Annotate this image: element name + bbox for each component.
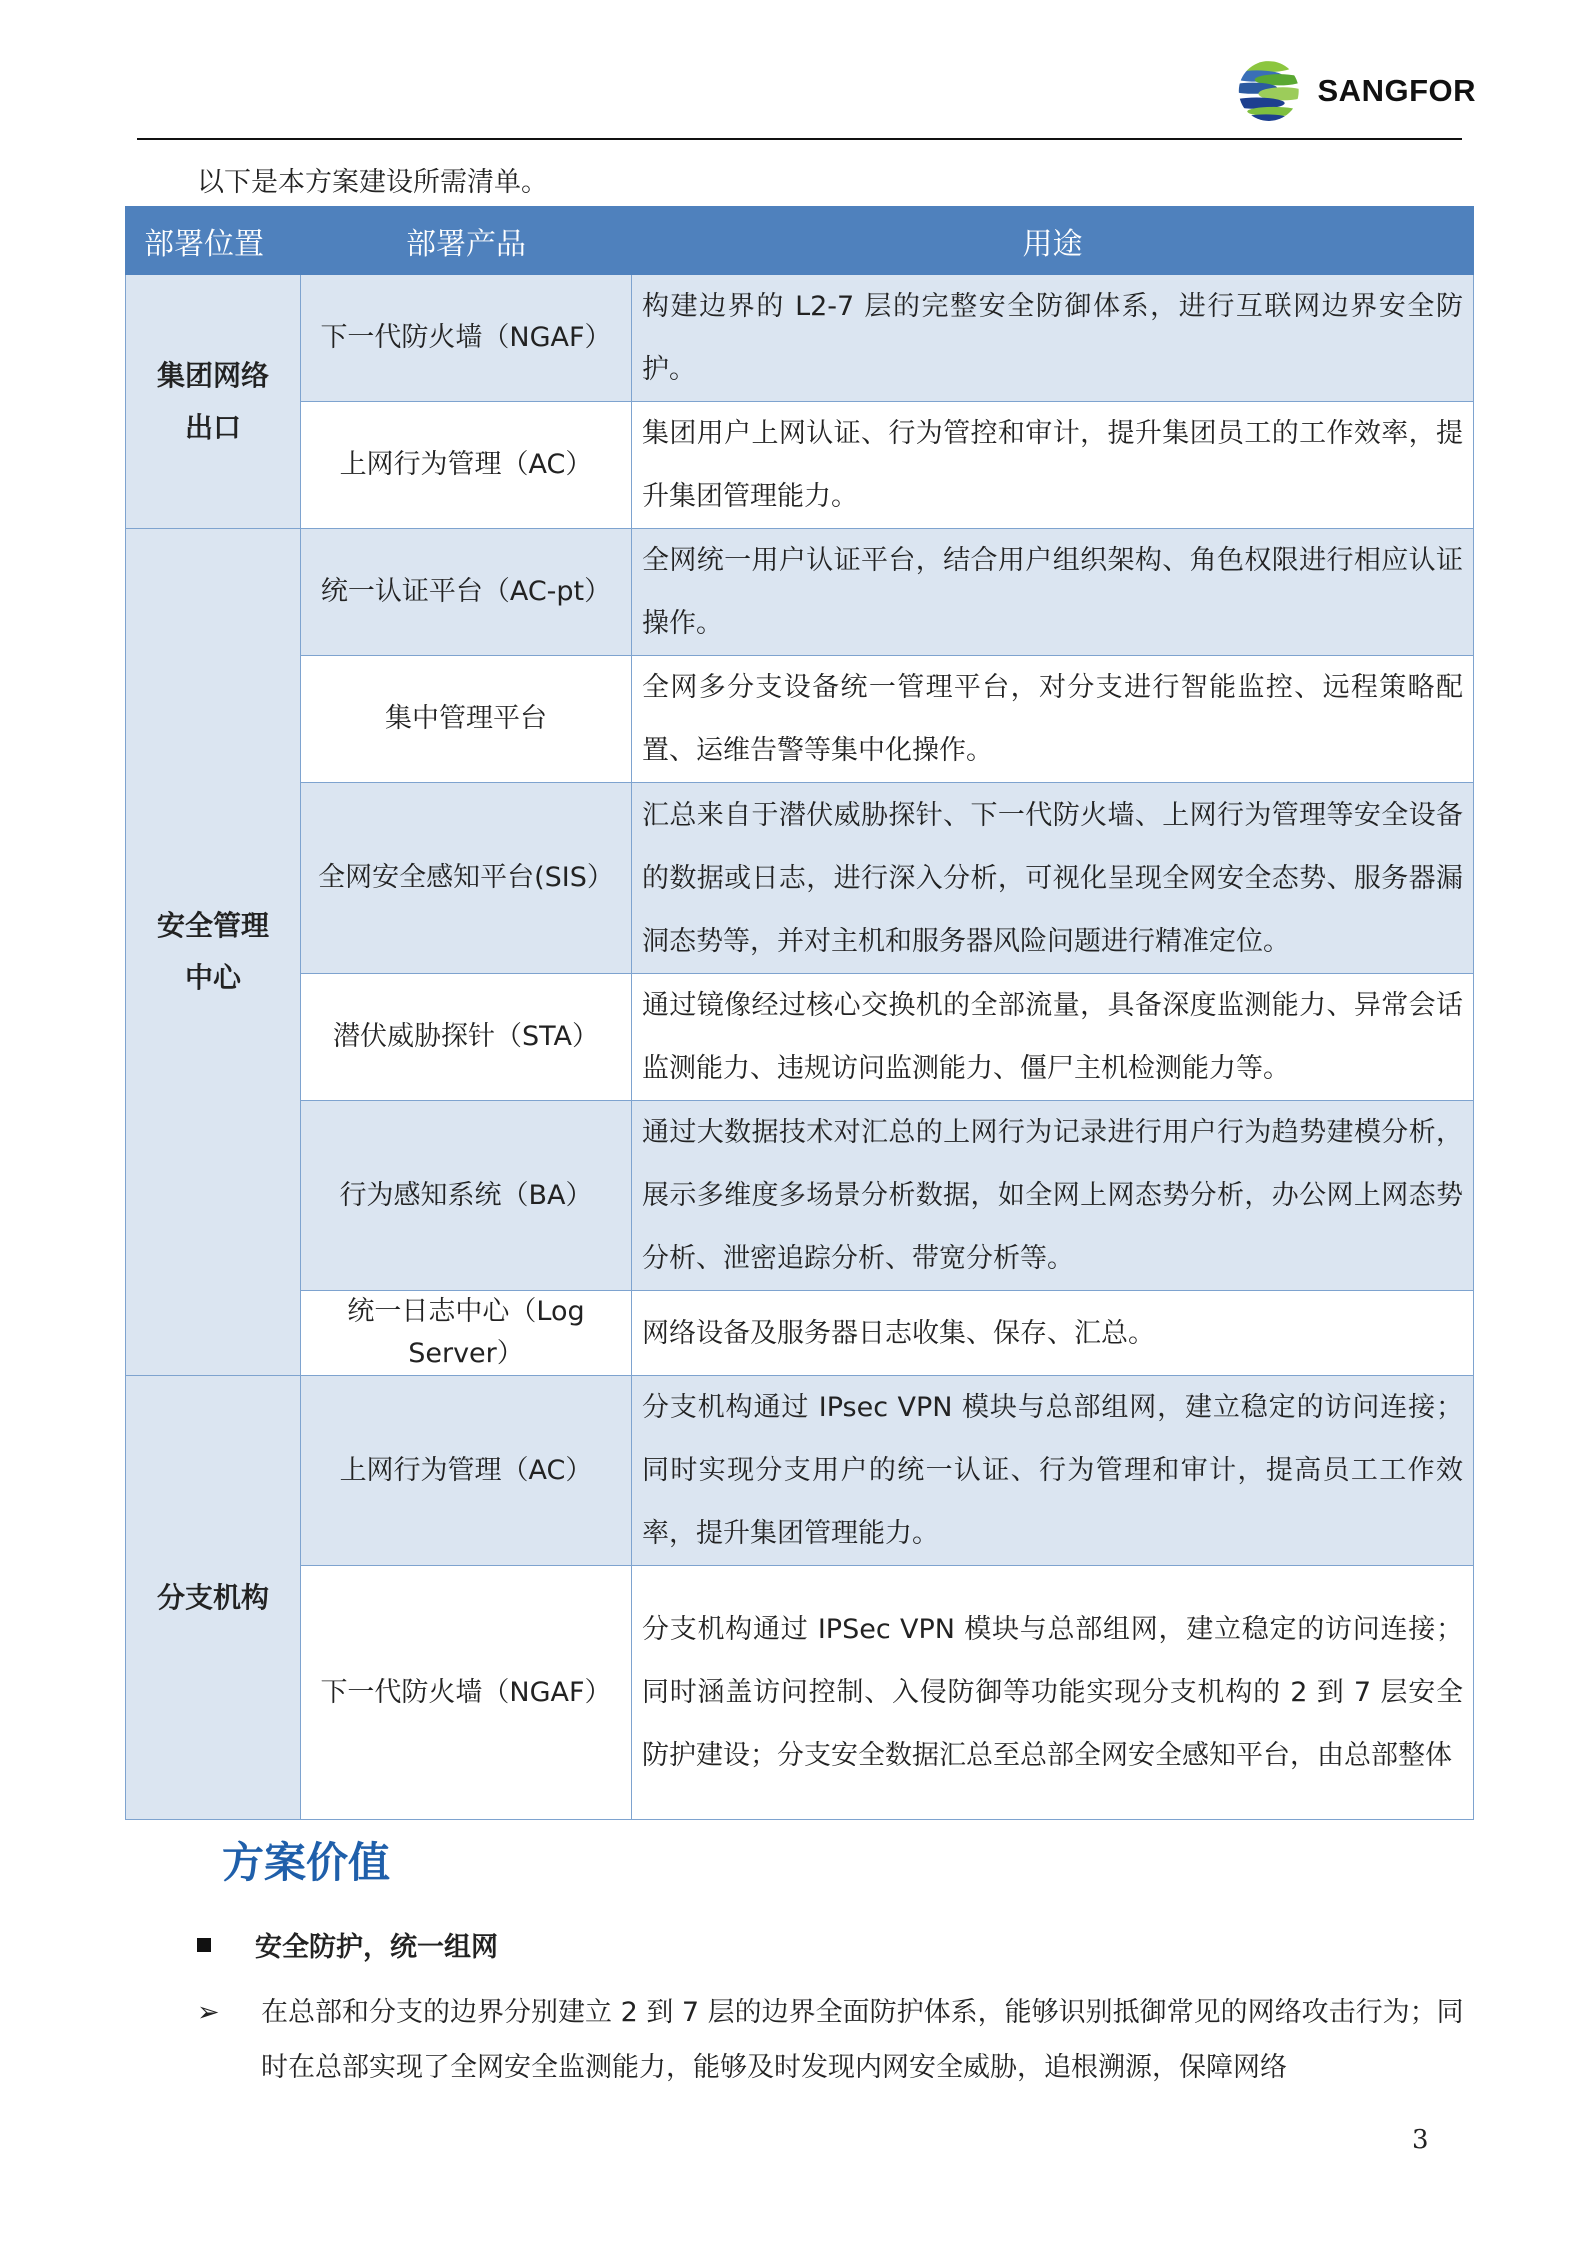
table-row <box>126 1291 1474 1376</box>
table-row <box>126 402 1474 529</box>
sangfor-logo <box>1236 56 1476 126</box>
table-row <box>126 1566 1474 1820</box>
table-header-row <box>126 207 1474 275</box>
table-row <box>126 656 1474 783</box>
paragraph-text: 在总部和分支的边界分别建立 2 到 7 层的边界全面防护体系，能够识别抵御常见的网络攻击行为；同时在总部实现了全网安全监测能力，能够及时发现内网安全威胁，追根溯源，保障网络 <box>261 1997 1464 2083</box>
product-cell: 上网行为管理（AC） <box>301 1376 632 1566</box>
use-cell: 汇总来自于潜伏威胁探针、下一代防火墙、上网行为管理等安全设备的数据或日志，进行深入分析，可视化呈现全网安全态势、服务器漏洞态势等，并对主机和服务器风险问题进行精准定位。 <box>632 783 1474 974</box>
product-cell: 潜伏威胁探针（STA） <box>301 974 632 1101</box>
globe-logo-icon <box>1236 57 1302 125</box>
product-cell: 上网行为管理（AC） <box>301 402 632 529</box>
arrow-bullet-icon: ➢ <box>197 1997 220 2028</box>
bullet-text: 安全防护，统一组网 <box>255 1932 498 1963</box>
product-cell: 统一认证平台（AC-pt） <box>301 529 632 656</box>
value-paragraph <box>197 1985 1467 2095</box>
table-row <box>126 1101 1474 1291</box>
header-location: 部署位置 <box>126 207 301 275</box>
product-cell: 全网安全感知平台(SIS） <box>301 783 632 974</box>
product-cell: 集中管理平台 <box>301 656 632 783</box>
header-product: 部署产品 <box>301 207 632 275</box>
page-number: 3 <box>1412 2125 1429 2155</box>
table-row <box>126 275 1474 402</box>
use-cell: 网络设备及服务器日志收集、保存、汇总。 <box>632 1291 1474 1376</box>
table-row <box>126 783 1474 974</box>
use-cell: 分支机构通过 IPSec VPN 模块与总部组网，建立稳定的访问连接；同时涵盖访问控制、入侵防御等功能实现分支机构的 2 到 7 层安全防护建设；分支安全数据汇总至总部全网安全感知平台，由总部整体 <box>632 1566 1474 1820</box>
location-cell: 安全管理中心 <box>126 529 301 1376</box>
use-cell: 通过大数据技术对汇总的上网行为记录进行用户行为趋势建模分析，展示多维度多场景分析数据，如全网上网态势分析，办公网上网态势分析、泄密追踪分析、带宽分析等。 <box>632 1101 1474 1291</box>
table-row <box>126 529 1474 656</box>
intro-text: 以下是本方案建设所需清单。 <box>197 167 548 198</box>
bullet-heading <box>197 1925 498 1964</box>
use-cell: 全网统一用户认证平台，结合用户组织架构、角色权限进行相应认证 操作。 <box>632 529 1474 656</box>
product-cell: 下一代防火墙（NGAF） <box>301 275 632 402</box>
section-title: 方案价值 <box>222 1838 391 1887</box>
use-cell: 通过镜像经过核心交换机的全部流量，具备深度监测能力、异常会话监测能力、违规访问监测能力、僵尸主机检测能力等。 <box>632 974 1474 1101</box>
table-row <box>126 1376 1474 1566</box>
use-cell: 分支机构通过 IPsec VPN 模块与总部组网，建立稳定的访问连接；同时实现分支用户的统一认证、行为管理和审计，提高员工工作效率，提升集团管理能力。 <box>632 1376 1474 1566</box>
deployment-table <box>125 206 1474 1820</box>
table-row <box>126 974 1474 1101</box>
location-cell: 分支机构 <box>126 1376 301 1820</box>
header-use: 用途 <box>632 207 1474 275</box>
use-cell: 集团用户上网认证、行为管控和审计，提升集团员工的工作效率，提升集团管理能力。 <box>632 402 1474 529</box>
product-cell: 统一日志中心（Log Server） <box>301 1291 632 1376</box>
header-rule <box>137 138 1462 140</box>
brand-name: SANGFOR <box>1317 73 1476 108</box>
square-bullet-icon <box>197 1938 211 1952</box>
use-cell: 构建边界的 L2-7 层的完整安全防御体系，进行互联网边界安全防护。 <box>632 275 1474 402</box>
use-cell: 全网多分支设备统一管理平台，对分支进行智能监控、远程策略配置、运维告警等集中化操作。 <box>632 656 1474 783</box>
product-cell: 行为感知系统（BA） <box>301 1101 632 1291</box>
product-cell: 下一代防火墙（NGAF） <box>301 1566 632 1820</box>
location-cell: 集团网络出口 <box>126 275 301 529</box>
